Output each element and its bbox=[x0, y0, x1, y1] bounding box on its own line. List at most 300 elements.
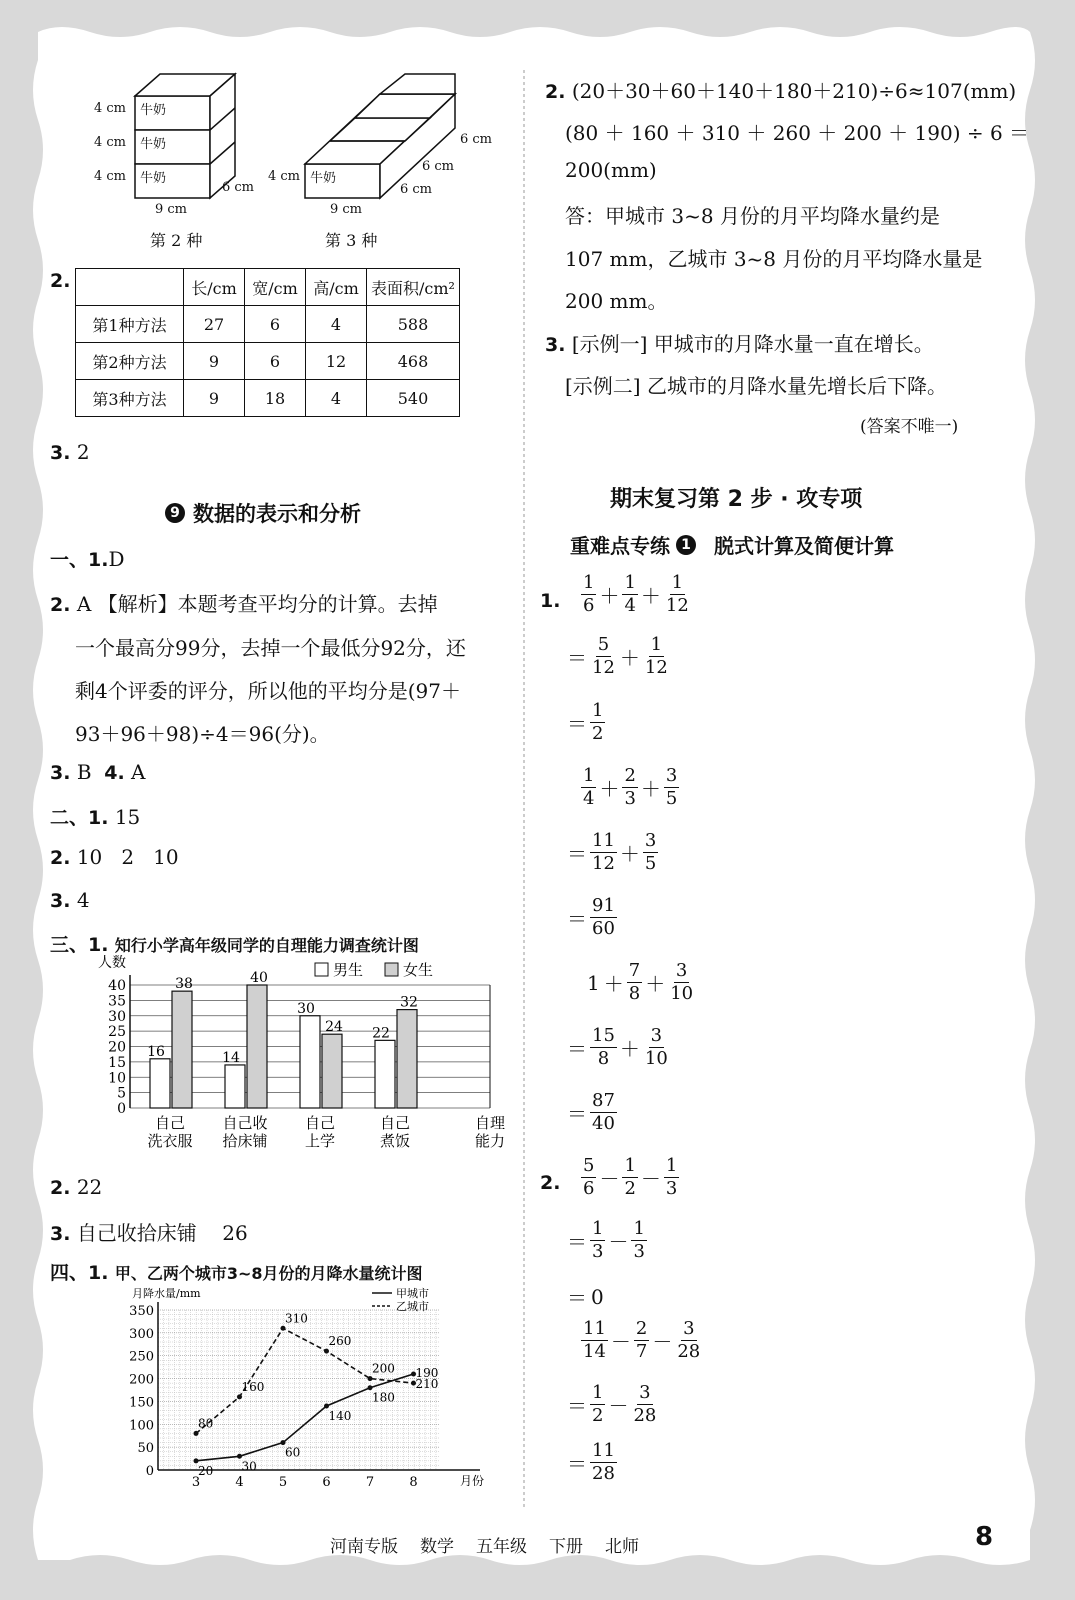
table-cell: 表面积/cm² bbox=[367, 269, 460, 306]
fraction bbox=[581, 1155, 596, 1200]
question-number: 3. bbox=[50, 1223, 71, 1245]
fraction bbox=[590, 1440, 617, 1485]
y-tick-label: 15 bbox=[108, 1054, 126, 1071]
answer-line: 200 mm。 bbox=[565, 289, 668, 313]
fraction bbox=[590, 895, 617, 940]
answer-line: (80 ＋ 160 ＋ 310 ＋ 260 ＋ 200 ＋ 190) ÷ 6 ＝ bbox=[565, 121, 1030, 145]
table-cell: 6 bbox=[245, 306, 306, 343]
fraction bbox=[634, 1318, 649, 1363]
question-number: 3. bbox=[50, 890, 71, 912]
data-point bbox=[237, 1394, 242, 1399]
fraction bbox=[664, 1155, 679, 1200]
numerator: 3 bbox=[683, 1318, 695, 1339]
table-cell: 588 bbox=[367, 306, 460, 343]
numerator: 2 bbox=[635, 1318, 648, 1339]
numerator: 1 bbox=[592, 1218, 604, 1239]
data-label: 210 bbox=[415, 1377, 439, 1391]
numerator: 91 bbox=[592, 895, 615, 916]
section-badge: 9 bbox=[165, 503, 185, 523]
data-point bbox=[324, 1349, 329, 1354]
answer-line bbox=[50, 845, 179, 869]
question-number: 4. bbox=[104, 762, 125, 784]
x-tick-label: 煮饭 bbox=[379, 1132, 411, 1150]
table-cell: 9 bbox=[184, 380, 245, 417]
y-tick-label: 5 bbox=[117, 1085, 126, 1102]
answer-line: 200(mm) bbox=[565, 158, 657, 182]
operator: ＝ bbox=[567, 1102, 587, 1126]
data-label: 14 bbox=[222, 1049, 240, 1066]
math-line bbox=[580, 1318, 703, 1363]
dim-label: 9 cm bbox=[155, 202, 188, 217]
denominator: 7 bbox=[635, 1341, 648, 1362]
question-number: 2. bbox=[50, 1177, 71, 1199]
denominator: 3 bbox=[592, 1241, 604, 1262]
line-chart bbox=[110, 1285, 490, 1505]
fraction bbox=[643, 830, 658, 875]
data-point bbox=[324, 1404, 329, 1409]
y-axis-label: 月降水量/mm bbox=[132, 1287, 201, 1300]
y-tick-label: 40 bbox=[108, 978, 126, 994]
operator: 0 bbox=[591, 1284, 604, 1309]
numerator: 1 bbox=[583, 572, 595, 593]
y-tick-label: 50 bbox=[137, 1441, 154, 1457]
bar bbox=[322, 1034, 342, 1108]
operator: － bbox=[640, 1167, 661, 1191]
y-tick-label: 0 bbox=[117, 1101, 126, 1117]
denominator: 8 bbox=[628, 983, 641, 1004]
numerator: 7 bbox=[628, 960, 641, 981]
x-tick-label: 自己 bbox=[304, 1114, 336, 1132]
chart-title: 甲、乙两个城市3~8月份的月降水量统计图 bbox=[114, 1264, 423, 1283]
section-subtitle bbox=[570, 530, 894, 559]
operator: － bbox=[608, 1394, 629, 1418]
numerator: 3 bbox=[675, 960, 688, 981]
math-line bbox=[565, 634, 671, 679]
data-label: 22 bbox=[372, 1025, 390, 1042]
bar-chart bbox=[90, 955, 510, 1175]
operator: ＋ bbox=[599, 777, 620, 801]
data-label: 140 bbox=[328, 1409, 352, 1423]
question-number: 2. bbox=[50, 847, 71, 869]
subtitle-text: 脱式计算及简便计算 bbox=[714, 534, 894, 558]
answer-text: 10 2 10 bbox=[76, 845, 179, 869]
operator: ＝ bbox=[567, 1037, 587, 1061]
data-label: 60 bbox=[285, 1445, 301, 1460]
table-cell: 18 bbox=[245, 380, 306, 417]
operator: ＝ bbox=[567, 907, 587, 931]
fraction bbox=[622, 765, 637, 810]
denominator: 28 bbox=[592, 1463, 615, 1484]
question-number: 一、1. bbox=[50, 549, 109, 571]
math-line bbox=[565, 1440, 618, 1485]
subtitle-text: 重难点专练 bbox=[570, 534, 670, 558]
table-cell: 540 bbox=[367, 380, 460, 417]
section-heading bbox=[165, 498, 361, 528]
math-line bbox=[565, 700, 606, 745]
fraction bbox=[631, 1382, 658, 1427]
question-number: 2. bbox=[545, 81, 566, 103]
answer-line: 答：甲城市 3~8 月份的月平均降水量约是 bbox=[565, 204, 940, 228]
table-row bbox=[76, 306, 460, 343]
numerator: 1 bbox=[583, 765, 595, 786]
numerator: 1 bbox=[633, 1218, 645, 1239]
table-cell: 高/cm bbox=[306, 269, 367, 306]
answer-line: 93＋96＋98)÷4＝96(分)。 bbox=[75, 722, 330, 746]
table-cell: 长/cm bbox=[184, 269, 245, 306]
answer-note: (答案不唯一) bbox=[860, 417, 959, 437]
x-tick-label: 7 bbox=[365, 1475, 375, 1490]
denominator: 2 bbox=[592, 723, 604, 744]
y-tick-label: 20 bbox=[108, 1039, 126, 1056]
operator: ＝ bbox=[567, 1394, 587, 1418]
answer-line bbox=[545, 328, 934, 357]
fraction bbox=[631, 1218, 646, 1263]
numerator: 5 bbox=[597, 634, 610, 655]
dimension-table bbox=[75, 268, 460, 417]
x-tick-label: 洗衣服 bbox=[147, 1132, 193, 1150]
x-tick-label: 拾床铺 bbox=[222, 1132, 268, 1150]
bar bbox=[150, 1059, 170, 1108]
y-tick-label: 300 bbox=[129, 1326, 154, 1342]
x-tick-label: 6 bbox=[322, 1475, 331, 1490]
y-tick-label: 0 bbox=[145, 1464, 154, 1479]
denominator: 28 bbox=[677, 1341, 701, 1362]
denominator: 5 bbox=[665, 788, 678, 809]
y-tick-label: 10 bbox=[108, 1070, 126, 1087]
operator: ＋ bbox=[599, 584, 620, 608]
legend-swatch bbox=[315, 963, 328, 976]
fraction bbox=[664, 572, 691, 617]
data-label: 80 bbox=[198, 1416, 214, 1431]
fraction bbox=[643, 634, 670, 679]
data-label: 180 bbox=[372, 1390, 395, 1405]
x-axis-label: 能力 bbox=[474, 1132, 506, 1150]
operator: 1 bbox=[587, 970, 600, 995]
bar bbox=[300, 1016, 320, 1108]
bar bbox=[375, 1040, 395, 1108]
legend-label: 甲城市 bbox=[396, 1287, 429, 1300]
answer-text: (20＋30＋60＋140＋180＋210)÷6≈107(mm) bbox=[571, 79, 1017, 103]
chart-heading bbox=[50, 930, 419, 957]
operator: ＋ bbox=[640, 584, 661, 608]
section-title: 数据的表示和分析 bbox=[193, 502, 361, 526]
question-number: 2. bbox=[50, 594, 71, 616]
box-label: 牛奶 bbox=[310, 171, 337, 186]
data-point bbox=[368, 1376, 373, 1381]
data-label: 200 bbox=[372, 1361, 395, 1376]
x-tick-label: 自己收 bbox=[222, 1114, 268, 1132]
answer-text: [示例一] 甲城市的月降水量一直在增长。 bbox=[571, 332, 934, 356]
question-number: 2. bbox=[50, 270, 71, 292]
answer-text: 自己收拾床铺 26 bbox=[76, 1221, 248, 1245]
box-label: 牛奶 bbox=[140, 171, 167, 186]
data-label: 38 bbox=[175, 976, 193, 993]
fraction bbox=[622, 1155, 637, 1200]
data-point bbox=[237, 1454, 242, 1459]
table-cell: 4 bbox=[306, 380, 367, 417]
answer-text: D bbox=[108, 547, 125, 571]
dim-label: 4 cm bbox=[94, 135, 127, 150]
math-line bbox=[565, 1218, 648, 1263]
question-number: 四、1. bbox=[50, 1262, 109, 1284]
numerator: 1 bbox=[624, 572, 636, 593]
denominator: 60 bbox=[592, 918, 615, 939]
operator: ＝ bbox=[567, 712, 587, 736]
answer-line bbox=[50, 760, 146, 784]
bar bbox=[247, 985, 267, 1108]
bar bbox=[172, 991, 192, 1108]
denominator: 12 bbox=[592, 657, 615, 678]
fraction bbox=[581, 1318, 608, 1363]
fraction bbox=[581, 765, 596, 810]
fraction bbox=[590, 1218, 605, 1263]
subtitle-badge: 1 bbox=[676, 535, 696, 555]
table-header-row bbox=[76, 269, 460, 306]
x-tick-label: 上学 bbox=[304, 1132, 336, 1150]
method2-caption: 第 2 种 bbox=[150, 231, 203, 250]
numerator: 3 bbox=[650, 1025, 663, 1046]
fraction bbox=[643, 1025, 670, 1070]
question-number: 3. bbox=[545, 334, 566, 356]
box-label: 牛奶 bbox=[140, 137, 167, 152]
legend-label: 乙城市 bbox=[396, 1300, 429, 1313]
operator: － bbox=[599, 1167, 620, 1191]
y-tick-label: 25 bbox=[108, 1024, 126, 1041]
question-number: 3. bbox=[50, 442, 71, 464]
chart-title: 知行小学高年级同学的自理能力调查统计图 bbox=[114, 936, 419, 955]
dim-label: 6 cm bbox=[222, 180, 255, 195]
math-line bbox=[580, 572, 692, 617]
y-tick-label: 200 bbox=[129, 1372, 154, 1388]
dim-label: 6 cm bbox=[400, 182, 433, 197]
table-cell: 宽/cm bbox=[245, 269, 306, 306]
operator: － bbox=[652, 1330, 673, 1354]
denominator: 12 bbox=[592, 853, 615, 874]
data-label: 190 bbox=[415, 1366, 439, 1381]
answer-text: 15 bbox=[114, 805, 141, 829]
numerator: 1 bbox=[665, 1155, 678, 1176]
fraction bbox=[590, 700, 605, 745]
data-point bbox=[194, 1458, 199, 1463]
answer-line bbox=[50, 803, 140, 830]
numerator: 1 bbox=[650, 634, 663, 655]
operator: － bbox=[610, 1330, 631, 1354]
dim-label: 6 cm bbox=[422, 159, 455, 174]
data-label: 40 bbox=[250, 970, 268, 986]
answer-line bbox=[50, 440, 90, 464]
dim-label: 9 cm bbox=[330, 202, 363, 217]
answer-line bbox=[545, 75, 1016, 104]
answer-text: B bbox=[76, 760, 92, 784]
fraction bbox=[590, 1025, 617, 1070]
answer-text: A 【解析】本题考查平均分的计算。去掉 bbox=[76, 592, 438, 616]
box-label: 牛奶 bbox=[140, 103, 167, 118]
answer-line: [示例二] 乙城市的月降水量先增长后下降。 bbox=[565, 374, 947, 398]
series-line bbox=[196, 1374, 414, 1461]
legend-label: 女生 bbox=[403, 961, 434, 979]
denominator: 28 bbox=[633, 1405, 657, 1426]
math-line bbox=[565, 1282, 606, 1311]
denominator: 2 bbox=[592, 1405, 604, 1426]
fraction bbox=[590, 1382, 605, 1427]
legend-swatch bbox=[385, 963, 398, 976]
y-tick-label: 350 bbox=[129, 1304, 154, 1319]
data-label: 160 bbox=[241, 1379, 265, 1394]
fraction bbox=[622, 572, 637, 617]
footer-item: 五年级 bbox=[476, 1537, 527, 1557]
answer-text: A bbox=[131, 760, 146, 784]
question-number: 三、1. bbox=[50, 934, 109, 956]
bar bbox=[225, 1065, 245, 1108]
table-cell: 12 bbox=[306, 343, 367, 380]
fraction bbox=[664, 765, 679, 810]
data-label: 20 bbox=[198, 1463, 214, 1478]
denominator: 5 bbox=[644, 853, 657, 874]
answer-line bbox=[50, 1175, 102, 1199]
math-line bbox=[565, 895, 618, 940]
numerator: 3 bbox=[665, 765, 678, 786]
answer-line bbox=[50, 1217, 248, 1246]
numerator: 3 bbox=[639, 1382, 651, 1403]
denominator: 4 bbox=[624, 595, 636, 616]
method3-caption: 第 3 种 bbox=[325, 231, 378, 250]
denominator: 2 bbox=[624, 1178, 636, 1199]
bar bbox=[397, 1010, 417, 1108]
data-point bbox=[411, 1381, 416, 1386]
math-line bbox=[585, 960, 696, 1005]
fraction bbox=[590, 830, 617, 875]
y-tick-label: 35 bbox=[108, 993, 126, 1010]
dim-label: 4 cm bbox=[268, 169, 301, 184]
numerator: 1 bbox=[592, 1382, 604, 1403]
numerator: 11 bbox=[592, 1440, 615, 1461]
operator: － bbox=[608, 1230, 629, 1254]
table-row bbox=[76, 380, 460, 417]
denominator: 12 bbox=[644, 657, 668, 678]
table-cell: 第1种方法 bbox=[76, 306, 184, 343]
fraction bbox=[675, 1318, 702, 1363]
operator: ＋ bbox=[619, 646, 640, 670]
answer-text: 2 bbox=[76, 440, 90, 464]
question-number: 1. bbox=[540, 590, 561, 612]
operator: ＝ bbox=[567, 646, 587, 670]
operator: ＝ bbox=[567, 1452, 587, 1476]
x-tick-label: 4 bbox=[235, 1475, 244, 1490]
data-label: 32 bbox=[400, 994, 418, 1011]
table-cell: 27 bbox=[184, 306, 245, 343]
answer-line: 一个最高分99分，去掉一个最低分92分，还 bbox=[75, 636, 466, 660]
footer-item: 数学 bbox=[420, 1537, 454, 1557]
denominator: 14 bbox=[583, 1341, 606, 1362]
answer-line bbox=[50, 545, 125, 572]
numerator: 5 bbox=[583, 1155, 595, 1176]
dim-label: 4 cm bbox=[94, 169, 127, 184]
table-row bbox=[76, 343, 460, 380]
x-axis-label: 自理 bbox=[474, 1114, 506, 1132]
operator: ＋ bbox=[603, 972, 624, 996]
operator: ＋ bbox=[619, 842, 640, 866]
math-line bbox=[565, 1382, 659, 1427]
y-tick-label: 250 bbox=[129, 1349, 154, 1365]
numerator: 1 bbox=[671, 572, 684, 593]
question-number: 2. bbox=[540, 1172, 561, 1194]
denominator: 3 bbox=[624, 788, 636, 809]
numerator: 1 bbox=[624, 1155, 636, 1176]
answer-text: 4 bbox=[76, 888, 90, 912]
data-label: 30 bbox=[241, 1459, 257, 1474]
operator: ＋ bbox=[619, 1037, 640, 1061]
table-cell: 第2种方法 bbox=[76, 343, 184, 380]
operator: ＝ bbox=[567, 842, 587, 866]
math-line bbox=[580, 1155, 680, 1200]
answer-line bbox=[50, 888, 90, 912]
fraction bbox=[590, 1090, 617, 1135]
question-number: 二、1. bbox=[50, 807, 109, 829]
data-label: 310 bbox=[285, 1311, 308, 1326]
footer-item: 河南专版 bbox=[330, 1537, 398, 1557]
numerator: 87 bbox=[592, 1090, 615, 1111]
numerator: 1 bbox=[592, 700, 604, 721]
table-cell: 468 bbox=[367, 343, 460, 380]
data-point bbox=[368, 1385, 373, 1390]
denominator: 3 bbox=[633, 1241, 645, 1262]
denominator: 6 bbox=[583, 1178, 595, 1199]
table-cell: 9 bbox=[184, 343, 245, 380]
table-cell: 6 bbox=[245, 343, 306, 380]
numerator: 15 bbox=[592, 1025, 615, 1046]
dim-label: 6 cm bbox=[460, 132, 493, 147]
math-line bbox=[565, 830, 659, 875]
y-tick-label: 30 bbox=[108, 1008, 126, 1025]
denominator: 12 bbox=[665, 595, 689, 616]
fraction bbox=[668, 960, 695, 1005]
dim-label: 4 cm bbox=[94, 101, 127, 116]
answer-text: 22 bbox=[76, 1175, 103, 1199]
chart-heading bbox=[50, 1258, 423, 1285]
page-number: 8 bbox=[975, 1522, 994, 1552]
denominator: 3 bbox=[665, 1178, 678, 1199]
denominator: 4 bbox=[583, 788, 595, 809]
fraction bbox=[627, 960, 642, 1005]
table-cell: 4 bbox=[306, 306, 367, 343]
x-tick-label: 5 bbox=[278, 1475, 288, 1490]
question-number: 3. bbox=[50, 762, 71, 784]
denominator: 40 bbox=[592, 1113, 615, 1134]
numerator: 3 bbox=[644, 830, 657, 851]
operator: ＝ bbox=[567, 1286, 587, 1310]
data-label: 260 bbox=[328, 1334, 352, 1349]
x-tick-label: 自己 bbox=[379, 1114, 411, 1132]
y-tick-label: 150 bbox=[129, 1395, 154, 1411]
answer-line: 107 mm，乙城市 3~8 月份的月平均降水量是 bbox=[565, 247, 983, 271]
x-axis-label: 月份 bbox=[460, 1474, 485, 1488]
fraction bbox=[590, 634, 617, 679]
denominator: 6 bbox=[583, 595, 595, 616]
numerator: 2 bbox=[624, 765, 636, 786]
y-tick-label: 100 bbox=[129, 1418, 154, 1434]
data-label: 16 bbox=[147, 1043, 165, 1060]
operator: ＋ bbox=[645, 972, 666, 996]
table-cell: 第3种方法 bbox=[76, 380, 184, 417]
page-title: 期末复习第 2 步 · 攻专项 bbox=[610, 487, 863, 512]
y-axis-label: 人数 bbox=[98, 955, 126, 971]
table-cell bbox=[76, 269, 184, 306]
footer-item: 下册 bbox=[549, 1537, 583, 1557]
fraction bbox=[581, 572, 596, 617]
answer-line: 剩4个评委的评分，所以他的平均分是(97＋ bbox=[75, 679, 461, 703]
legend-label: 男生 bbox=[333, 961, 364, 979]
math-line bbox=[580, 765, 680, 810]
